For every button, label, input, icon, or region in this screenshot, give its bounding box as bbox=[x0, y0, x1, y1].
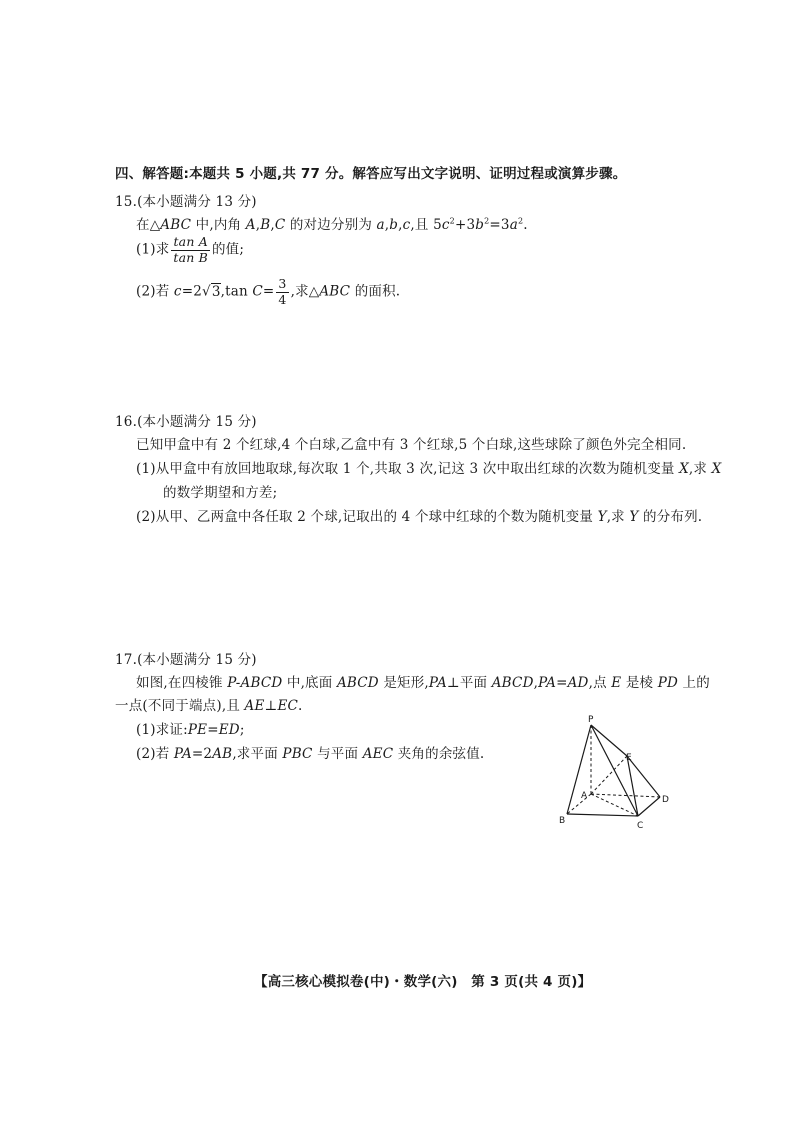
q15-part1: (1)求 $\frac{\text{tan A}}{\text{tan B}}$ 的值; bbox=[136, 234, 245, 265]
edge-PB bbox=[567, 725, 591, 814]
q16-part1: (1)从甲盒中有放回地取球,每次取 1 个,共取 3 次,记这 3 次中取出红球的次数为随机变量 X,求 X bbox=[136, 461, 722, 477]
q17-intro-continued: 一点(不同于端点),且 AE⊥EC. bbox=[115, 698, 303, 714]
edge-PE bbox=[591, 725, 627, 756]
segment-EC bbox=[627, 756, 638, 816]
q17-header: 17.(本小题满分 15 分) bbox=[115, 652, 257, 668]
edge-AD-hidden bbox=[591, 794, 660, 797]
vertex-label-A: A bbox=[581, 791, 588, 801]
segment-AE-hidden bbox=[591, 756, 627, 794]
edge-AB-hidden bbox=[567, 794, 591, 814]
edge-CD bbox=[638, 797, 660, 816]
pyramid-figure bbox=[550, 712, 680, 830]
page-footer: 【高三核心模拟卷(中)・数学(六) 第 3 页(共 4 页)】 bbox=[254, 974, 592, 990]
segment-AC-hidden bbox=[591, 794, 638, 816]
q17-part2: (2)若 PA=2AB,求平面 PBC 与平面 AEC 夹角的余弦值. bbox=[136, 746, 485, 762]
q15-part2: (2)若 c=2√3,tan C= $\frac{3}{4}$ ,求△ABC 的面积. bbox=[136, 276, 401, 307]
edge-BC bbox=[567, 814, 638, 816]
edge-PC bbox=[591, 725, 638, 816]
vertex-label-B: B bbox=[559, 816, 566, 826]
vertex-label-P: P bbox=[588, 715, 594, 725]
q15-fraction: $\frac{\text{tan A}}{\text{tan B}}$ bbox=[173, 234, 209, 265]
q16-intro: 已知甲盒中有 2 个红球,4 个白球,乙盒中有 3 个红球,5 个白球,这些球除了颜色外完全相同. bbox=[136, 437, 687, 453]
q15-intro: 在△ABC 中,内角 A,B,C 的对边分别为 a,b,c,且 $5c^2+3b^2=3a^2$. bbox=[136, 216, 528, 233]
section-heading: 四、解答题:本题共 5 小题,共 77 分。解答应写出文字说明、证明过程或演算步骤。 bbox=[115, 166, 627, 182]
q15-header: 15.(本小题满分 13 分) bbox=[115, 194, 257, 210]
vertex-label-E: E bbox=[626, 753, 632, 763]
q17-intro: 如图,在四棱锥 P-ABCD 中,底面 ABCD 是矩形,PA⊥平面 ABCD,PA=AD,点 E 是棱 PD 上的 bbox=[136, 675, 710, 691]
q15-tan-fraction: $\frac{3}{4}$ bbox=[278, 276, 287, 307]
vertex-label-D: D bbox=[662, 795, 669, 805]
vertex-label-C: C bbox=[637, 821, 644, 830]
edge-ED bbox=[627, 756, 660, 797]
q17-part1: (1)求证:PE=ED; bbox=[136, 722, 245, 738]
q16-part2: (2)从甲、乙两盒中各任取 2 个球,记取出的 4 个球中红球的个数为随机变量 Y,求 Y 的分布列. bbox=[136, 509, 703, 525]
q16-part1-continued: 的数学期望和方差; bbox=[163, 485, 278, 501]
q16-header: 16.(本小题满分 15 分) bbox=[115, 414, 257, 430]
